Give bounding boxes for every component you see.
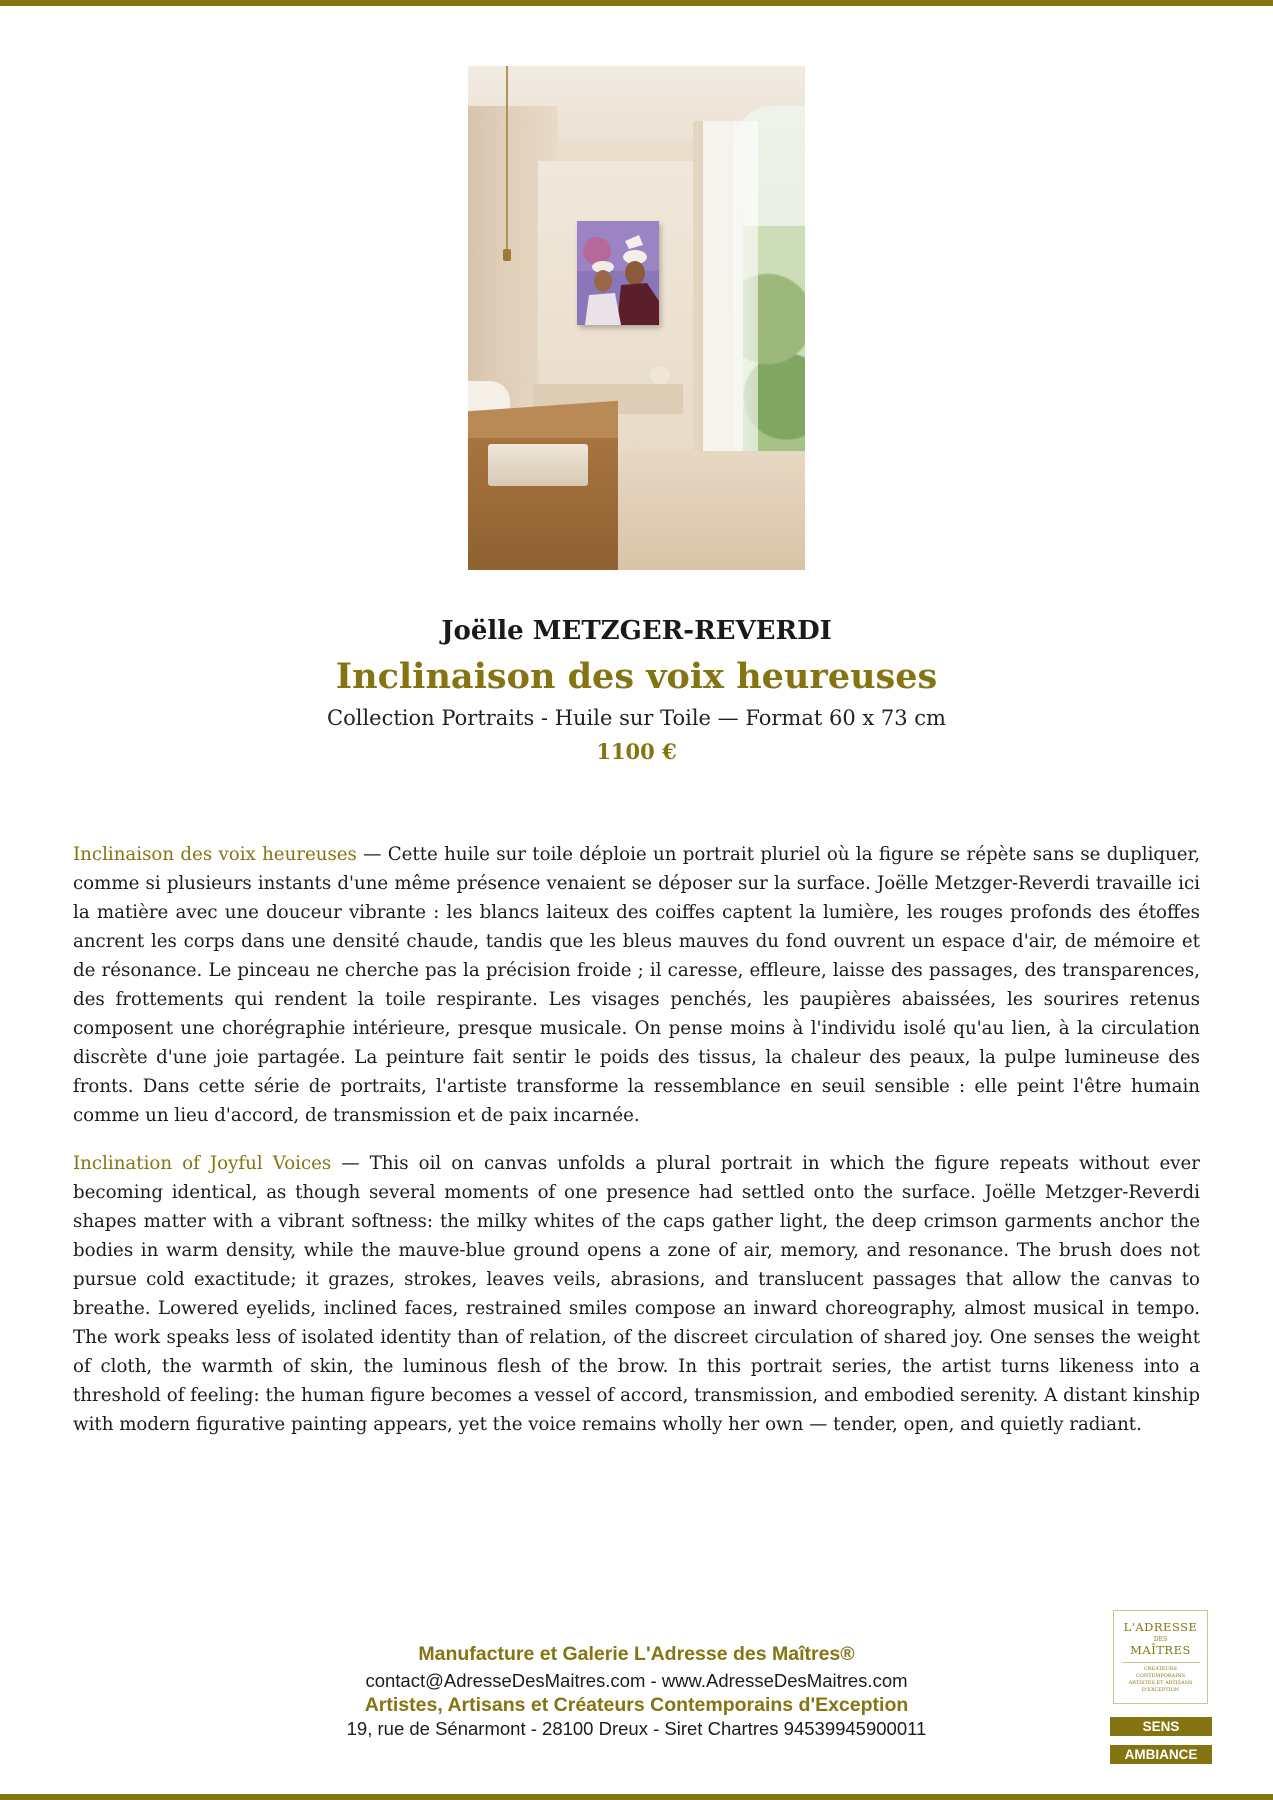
description-english xyxy=(73,1149,1200,1439)
artwork-title: Inclinaison des voix heureuses xyxy=(335,656,938,697)
painting-thumbnail xyxy=(577,221,659,325)
artwork-interior-photo xyxy=(468,66,805,570)
description-english-text: — This oil on canvas unfolds a plural portrait in which the figure repeats without ever becoming identical, as though several moments of one presence had settled onto the surface. Joëlle Metzger-Reverdi shapes matter with a vibrant softness: the milky whites of the caps gather light, the deep crimson garments anchor the bodies in warm density, while the mauve-blue ground opens a zone of air, memory, and resonance. The brush does not pursue cold exactitude; it grazes, strokes, leaves veils, abrasions, and translucent passages that allow the canvas to breathe. Lowered eyelids, inclined faces, restrained smiles compose an inward choreography, almost musical in tempo. The work speaks less of isolated identity than of relation, of the discreet circulation of shared joy. One senses the weight of cloth, the warmth of skin, the luminous flesh of the brow. In this portrait series, the artist turns likeness into a threshold of feeling: the human figure becomes a vessel of accord, transmission, and embodied serenity. A distant kinship with modern figurative painting appears, yet the voice remains wholly her own — tender, open, and quietly radiant. xyxy=(73,1153,1200,1435)
footer-contact: contact@AdresseDesMaitres.com - www.AdresseDesMaitres.com xyxy=(365,1670,908,1691)
top-rule xyxy=(0,0,1273,6)
artist-name: Joëlle METZGER-REVERDI xyxy=(441,616,832,646)
bottom-rule xyxy=(0,1794,1273,1800)
footer-tagline: Artistes, Artisans et Créateurs Contemporains d'Exception xyxy=(364,1694,909,1716)
footer-address: 19, rue de Sénarmont - 28100 Dreux - Siret Chartres 94539945900011 xyxy=(346,1718,927,1739)
description-french-lead: Inclinaison des voix heureuses xyxy=(73,844,357,865)
tag-sens: SENS xyxy=(1110,1717,1212,1736)
tag-ambiance: AMBIANCE xyxy=(1110,1745,1212,1764)
gallery-logo: L'ADRESSE DES MAÎTRES CRÉATEURS CONTEMPORAINS ARTISTES ET ARTISANS D'EXCEPTION xyxy=(1113,1610,1208,1704)
footer-company: Manufacture et Galerie L'Adresse des Maîtres® xyxy=(418,1643,855,1665)
description-french xyxy=(73,840,1200,1130)
artwork-price: 1100 € xyxy=(596,739,677,764)
artwork-details: Collection Portraits - Huile sur Toile — Format 60 x 73 cm xyxy=(327,706,946,730)
description-english-lead: Inclination of Joyful Voices xyxy=(73,1153,332,1174)
description-french-text: — Cette huile sur toile déploie un portrait pluriel où la figure se répète sans se dupliquer, comme si plusieurs instants d'une même présence venaient se déposer sur la surface. Joëlle Metzger-Reverdi travaille ici la matière avec une douceur vibrante : les blancs laiteux des coiffes captent la lumière, les rouges profonds des étoffes ancrent les corps dans une densité chaude, tandis que les bleus mauves du fond ouvrent un espace d'air, de mémoire et de résonance. Le pinceau ne cherche pas la précision froide ; il caresse, effleure, laisse des passages, des transparences, des frottements qui rendent la toile respirante. Les visages penchés, les paupières abaissées, les sourires retenus composent une chorégraphie intérieure, presque musicale. On pense moins à l'individu isolé qu'au lien, à la circulation discrète d'une joie partagée. La peinture fait sentir le poids des tissus, la chaleur des peaux, la pulpe lumineuse des fronts. Dans cette série de portraits, l'artiste transforme la ressemblance en seuil sensible : elle peint l'être humain comme un lieu d'accord, de transmission et de paix incarnée. xyxy=(73,844,1200,1126)
